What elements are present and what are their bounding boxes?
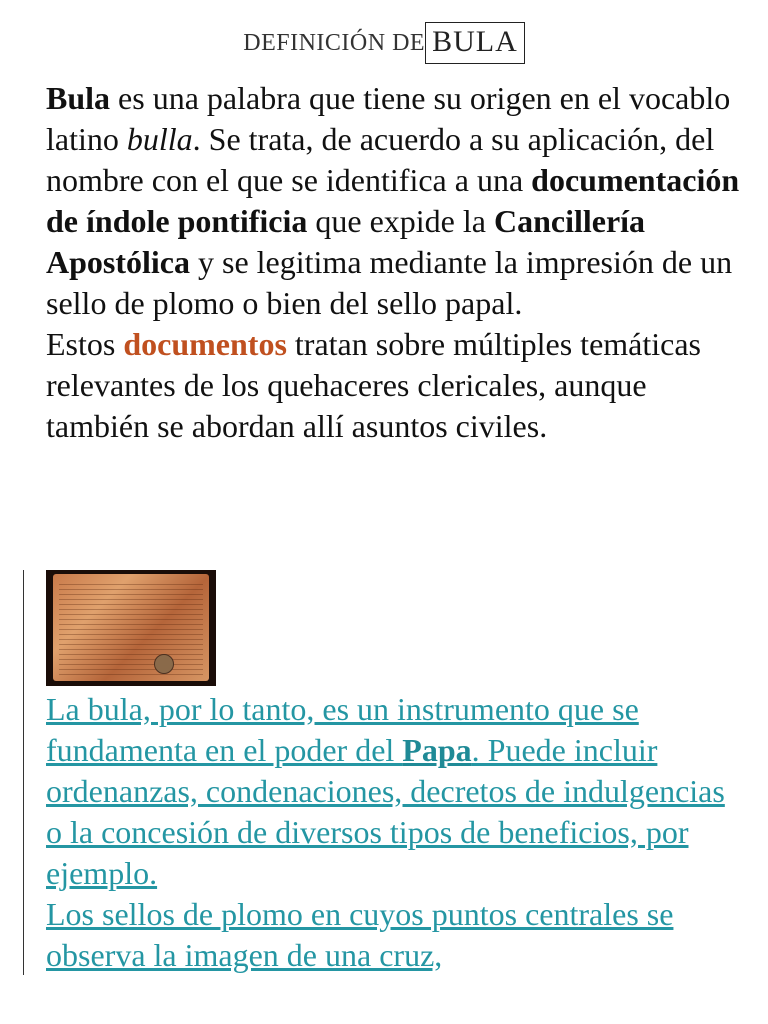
parchment-shape	[53, 574, 209, 681]
link-text[interactable]: . Puede incluir ordenanzas, condenaciones, decretos de indulgencias o la concesión de diversos tipos de beneficios, por ejemplo.	[46, 732, 725, 891]
paragraph-documents	[46, 324, 746, 447]
link-text[interactable]: La bula, por lo tanto, es un instrumento que se fundamenta en el poder del	[46, 691, 639, 768]
title-prefix: DEFINICIÓN DE	[243, 29, 426, 56]
seal-icon	[154, 654, 174, 674]
text-segment: y se legitima mediante la impresión de un sello de plomo o bien del sello papal.	[46, 244, 733, 321]
text-segment: que expide la	[307, 203, 494, 239]
left-rule-divider	[23, 570, 24, 975]
article-body	[46, 78, 746, 447]
term-cancilleria: Cancillería Apostólica	[46, 203, 646, 280]
term-documentacion: documentación de índole pontificia	[46, 162, 740, 239]
link-paragraph-papa	[46, 689, 746, 894]
term-bulla: bulla	[126, 121, 193, 157]
title-boxed-word: BULA	[425, 22, 525, 64]
link-paragraph-sellos	[46, 894, 746, 976]
paragraph-definition	[46, 78, 746, 324]
text-segment: Estos	[46, 326, 124, 362]
link-papa[interactable]: Papa	[402, 732, 472, 768]
page-title	[0, 22, 768, 64]
documentos-link[interactable]: documentos	[123, 326, 287, 362]
text-segment: . Se trata, de acuerdo a su aplicación, del nombre con el que se identifica a una	[46, 121, 715, 198]
text-segment: es una palabra que tiene su origen en el vocablo latino	[46, 80, 731, 157]
text-segment: tratan sobre múltiples temáticas relevantes de los quehaceres clericales, aunque también se abordan allí asuntos civiles.	[46, 326, 701, 444]
linked-text-block	[46, 689, 746, 976]
papal-bull-document-image[interactable]	[46, 570, 216, 686]
term-bula: Bula	[46, 80, 111, 116]
link-text[interactable]: Los sellos de plomo en cuyos puntos centrales se observa la imagen de una cruz,	[46, 896, 674, 973]
